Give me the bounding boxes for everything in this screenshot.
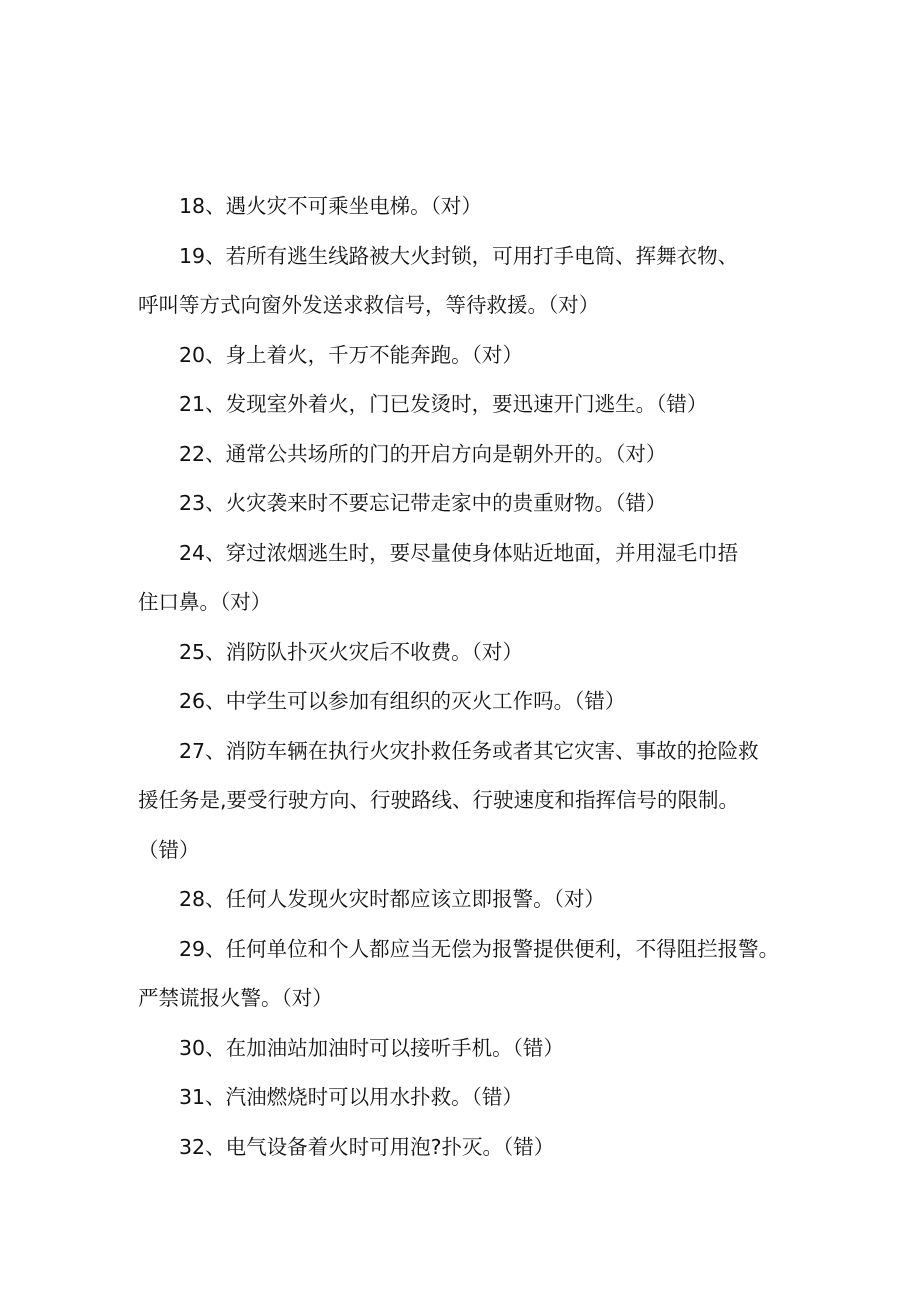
item-number: 20 [179,342,206,367]
item-text: 、汽油燃烧时可以用水扑救。（错） [205,1085,523,1109]
item-number: 21 [179,392,206,416]
item-number: 32 [179,1134,206,1159]
item-text: 、火灾袭来时不要忘记带走家中的贵重财物。（错） [205,491,667,515]
item-number: 27 [179,738,206,763]
item-text: 、遇火灾不可乘坐电梯。（对） [205,194,482,218]
item-number: 18 [179,194,206,218]
item-line [138,1073,798,1123]
item-text: 、电气设备着火时可用泡?扑灭。（错） [205,1134,555,1159]
item-line [138,727,798,777]
list-item-23 [138,479,798,529]
item-number: 30 [179,1035,206,1060]
item-line [138,925,798,975]
item-number: 31 [179,1085,206,1109]
item-text-continued: 住口鼻。（对） [138,590,272,614]
item-line [138,232,798,282]
item-text: 、在加油站加油时可以接听手机。（错） [205,1035,564,1060]
list-item-26 [138,677,798,727]
item-line [138,677,798,727]
item-line [138,380,798,430]
list-item-21 [138,380,798,430]
item-line [138,331,798,381]
item-text: 、若所有逃生线路被大火封锁，可用打手电筒、挥舞衣物、 [205,243,739,268]
item-line [138,430,798,480]
item-number: 25 [179,639,206,664]
item-line [138,479,798,529]
list-item-22 [138,430,798,480]
list-item-31 [138,1073,798,1123]
list-item-30 [138,1024,798,1074]
item-line [138,1123,798,1173]
item-line [138,628,798,678]
item-line [138,1024,798,1074]
item-number: 26 [179,689,206,713]
list-item-18 [138,182,798,232]
item-text: 、发现室外着火，门已发烫时，要迅速开门逃生。（错） [205,392,708,416]
item-text: 、穿过浓烟逃生时，要尽量使身体贴近地面，并用湿毛巾捂 [205,540,739,565]
item-line [138,875,798,925]
item-text: 、消防队扑灭火灾后不收费。（对） [205,639,523,664]
item-line [138,182,798,232]
item-text: 、中学生可以参加有组织的灭火工作吗。（错） [205,689,626,713]
item-text-continued: 援任务是,要受行驶方向、行驶路线、行驶速度和指挥信号的限制。 [138,788,740,812]
list-item-25 [138,628,798,678]
question-list [138,182,798,1172]
item-text: 、任何单位和个人都应当无偿为报警提供便利，不得阻拦报警。 [205,936,780,961]
item-text-continued: （错） [138,837,200,862]
item-number: 23 [179,491,206,515]
list-item-27 [138,727,798,876]
list-item-20 [138,331,798,381]
list-item-19 [138,232,798,331]
item-text-continued: 呼叫等方式向窗外发送求救信号，等待救援。（对） [138,293,600,317]
item-text: 、通常公共场所的门的开启方向是朝外开的。（对） [205,441,667,466]
item-text: 、身上着火，千万不能奔跑。（对） [205,342,523,367]
list-item-24 [138,529,798,628]
item-number: 24 [179,540,206,565]
item-line [138,529,798,579]
item-number: 29 [179,936,206,961]
item-number: 22 [179,441,206,466]
list-item-28 [138,875,798,925]
item-text-continued: 严禁谎报火警。（对） [138,986,333,1010]
item-text: 、任何人发现火灾时都应该立即报警。（对） [205,887,605,911]
item-number: 19 [179,243,206,268]
item-text: 、消防车辆在执行火灾扑救任务或者其它灾害、事故的抢险救 [205,738,759,763]
list-item-32 [138,1123,798,1173]
list-item-29 [138,925,798,1024]
item-number: 28 [179,887,206,911]
